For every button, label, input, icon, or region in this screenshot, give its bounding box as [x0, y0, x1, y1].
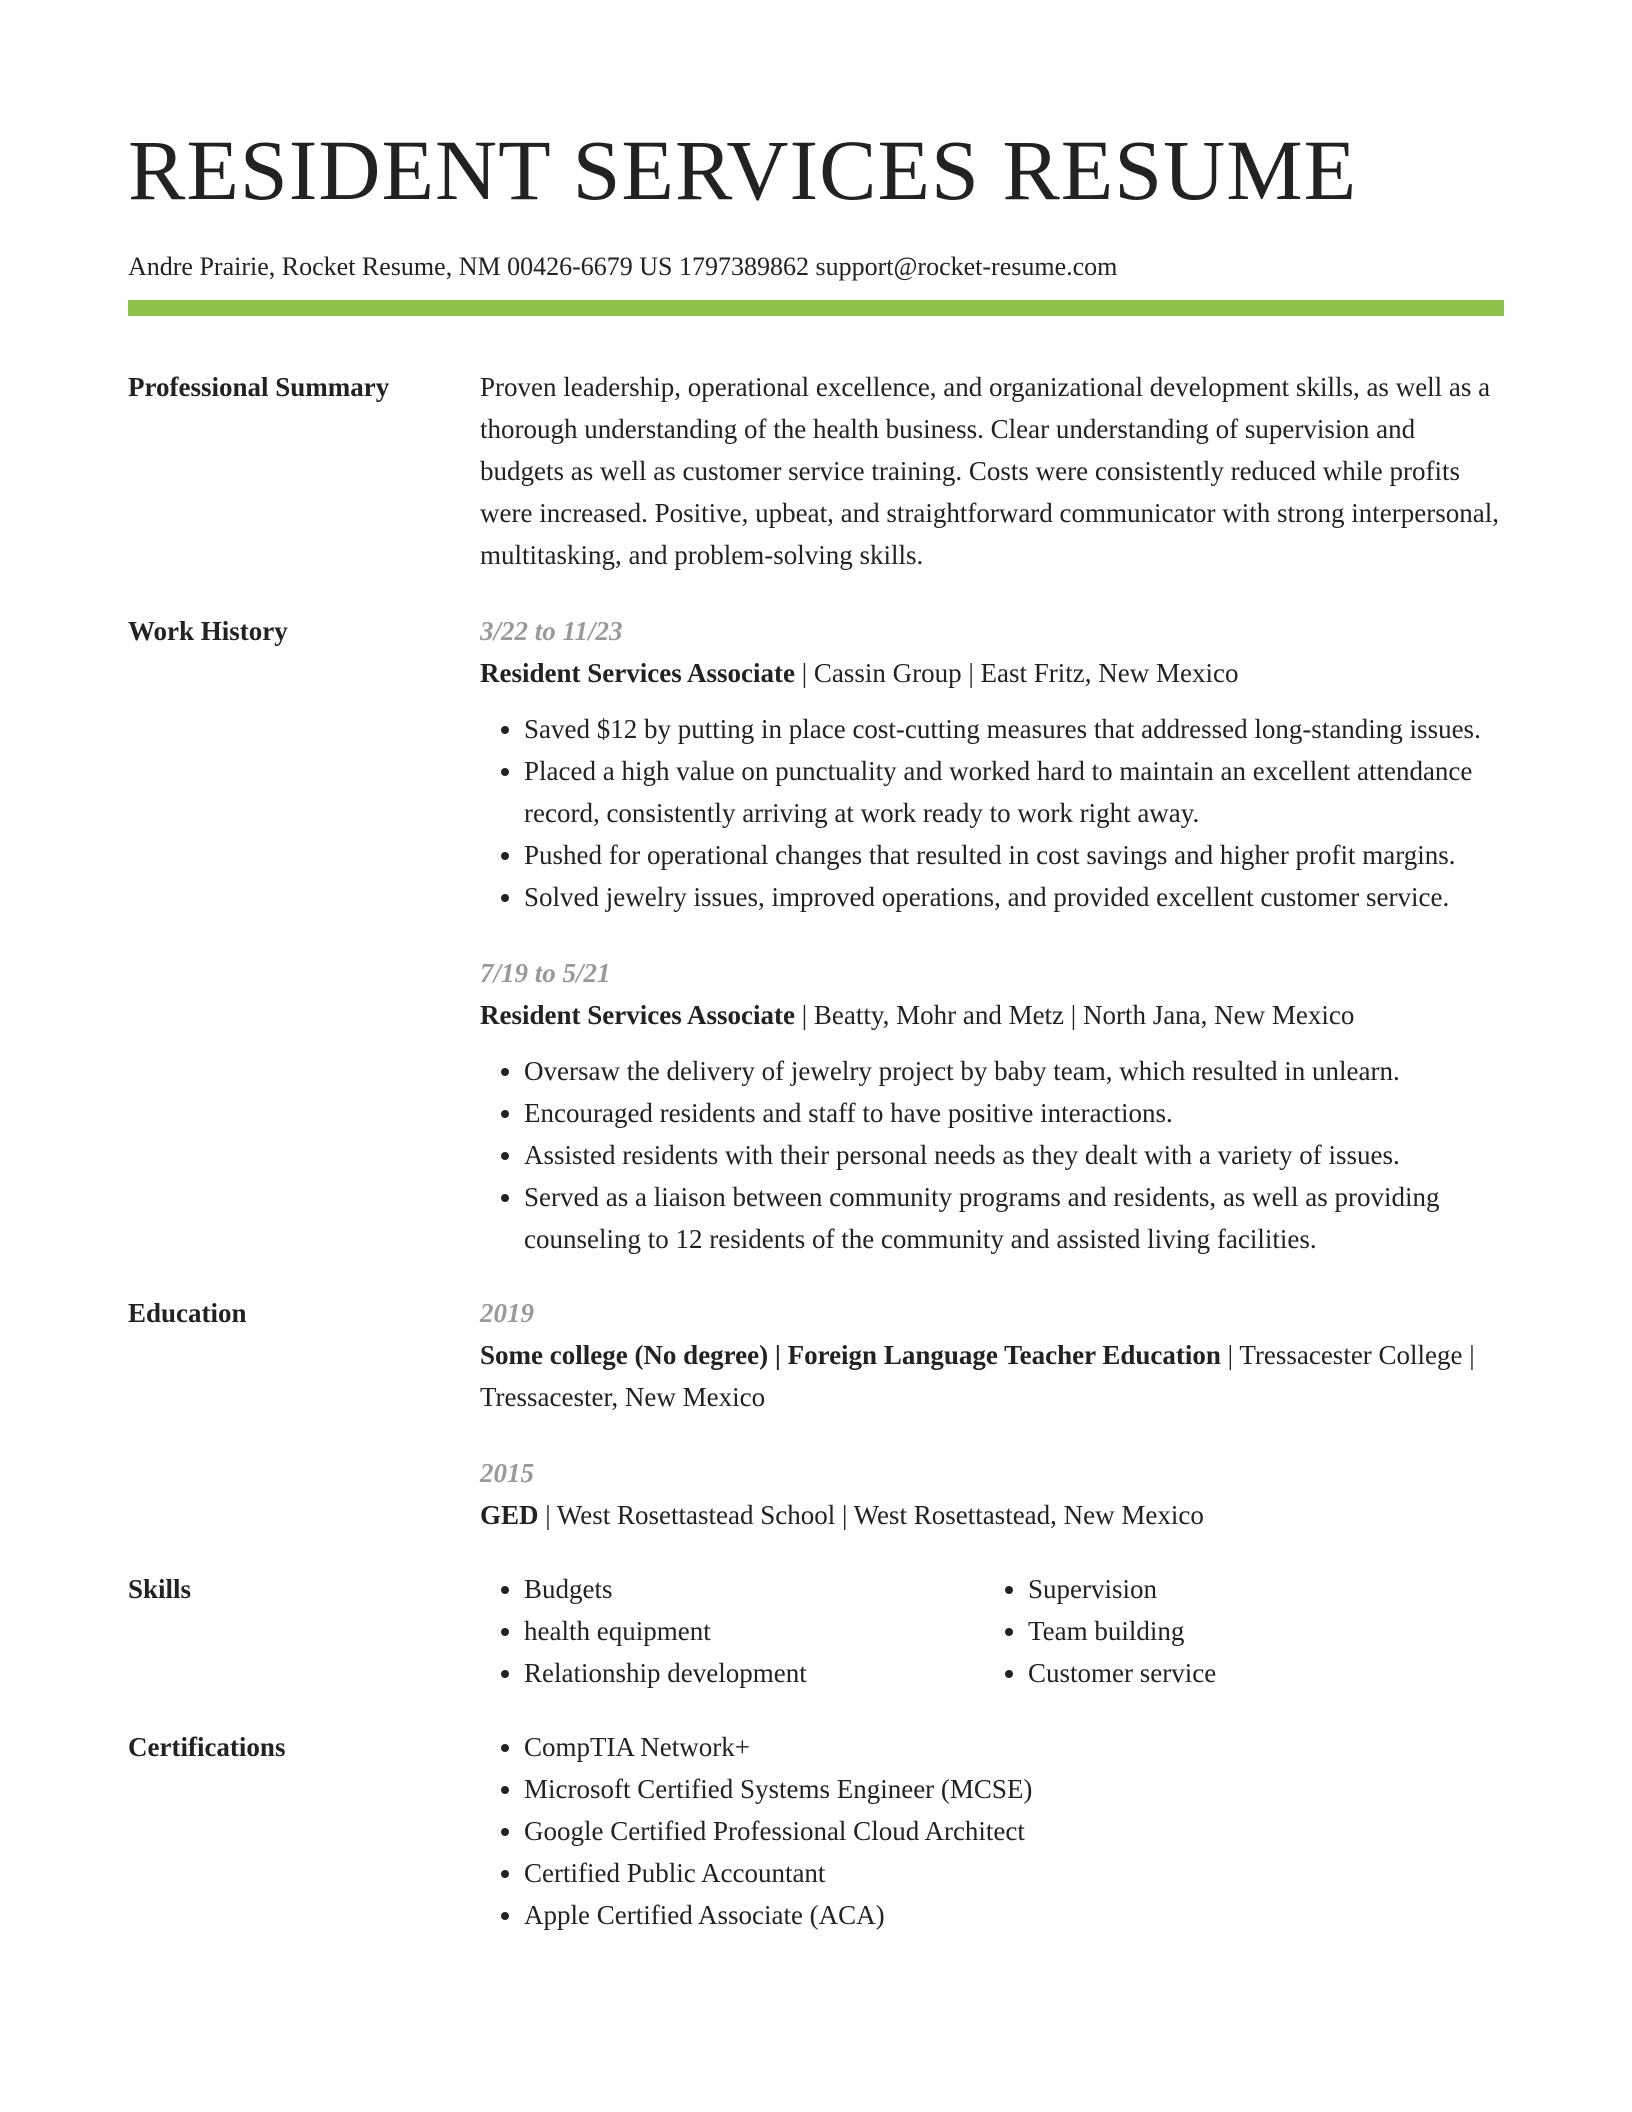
job-bullet: • Oversaw the delivery of jewelry project by baby team, which resulted in unlearn. — [524, 1050, 1504, 1092]
job-bullet: • Served as a liaison between community programs and residents, as well as providing counseling to 12 residents of the community and assisted living facilities. — [524, 1176, 1504, 1260]
job-bullet: • Solved jewelry issues, improved operations, and provided excellent customer service. — [524, 876, 1504, 918]
education-heading — [480, 1494, 1504, 1536]
job-heading — [480, 652, 1504, 694]
section-label-skills: Skills — [128, 1574, 192, 1604]
job-bullets — [480, 708, 1504, 918]
job-bullets — [480, 1050, 1504, 1260]
job-entry — [480, 610, 1504, 918]
contact-info: Andre Prairie, Rocket Resume, NM 00426-6679 US 1797389862 support@rocket-resume.com — [128, 252, 1118, 281]
education-heading — [480, 1334, 1504, 1418]
skill-item: • Budgets — [524, 1568, 984, 1610]
education-degree: GED — [480, 1500, 539, 1530]
job-bullet: • Placed a high value on punctuality and worked hard to maintain an excellent attendance record, consistently arriving at work ready to work right away. — [524, 750, 1504, 834]
resume-title: RESIDENT SERVICES RESUME — [128, 122, 1358, 218]
section-label-work-history: Work History — [128, 616, 288, 646]
job-title: Resident Services Associate — [480, 658, 795, 688]
education-degree: Some college (No degree) | Foreign Language Teacher Education — [480, 1340, 1221, 1370]
certification-item: • Apple Certified Associate (ACA) — [524, 1894, 1504, 1936]
education-entry — [480, 1452, 1504, 1536]
job-entry — [480, 952, 1504, 1260]
skill-item: • Relationship development — [524, 1652, 984, 1694]
summary-section — [128, 366, 1504, 576]
skills-column-left — [480, 1568, 984, 1694]
skills-column-right — [984, 1568, 1488, 1694]
skill-item: • health equipment — [524, 1610, 984, 1652]
summary-text: Proven leadership, operational excellence, and organizational development skills, as well as a thorough understanding of the health business. Clear understanding of supervision and budgets as well as customer service training. Costs were consistently reduced while profits were increased. Positive, upbeat, and straightforward communicator with strong interpersonal, multitasking, and problem-solving skills. — [480, 372, 1499, 570]
certifications-section — [128, 1726, 1504, 1936]
certification-item: • Certified Public Accountant — [524, 1852, 1504, 1894]
skill-item: • Supervision — [1028, 1568, 1488, 1610]
skill-item: • Customer service — [1028, 1652, 1488, 1694]
header-divider — [128, 300, 1504, 316]
job-bullet: • Encouraged residents and staff to have positive interactions. — [524, 1092, 1504, 1134]
job-heading — [480, 994, 1504, 1036]
certification-item: • Microsoft Certified Systems Engineer (MCSE) — [524, 1768, 1504, 1810]
job-bullet: • Saved $12 by putting in place cost-cutting measures that addressed long-standing issues. — [524, 708, 1504, 750]
skills-grid — [480, 1568, 1504, 1694]
education-details: | Tressacester College | Tressacester, New Mexico — [480, 1340, 1475, 1412]
job-bullet: • Pushed for operational changes that resulted in cost savings and higher profit margins. — [524, 834, 1504, 876]
certification-item: • Google Certified Professional Cloud Architect — [524, 1810, 1504, 1852]
job-dates: 3/22 to 11/23 — [480, 616, 623, 646]
education-section — [128, 1292, 1504, 1536]
certification-item: • CompTIA Network+ — [524, 1726, 1504, 1768]
education-details: | West Rosettastead School | West Rosettastead, New Mexico — [538, 1500, 1204, 1530]
resume-page — [128, 120, 1504, 1936]
education-year: 2019 — [480, 1298, 534, 1328]
education-entry — [480, 1292, 1504, 1418]
certifications-list — [480, 1726, 1504, 1936]
section-label-summary: Professional Summary — [128, 372, 390, 402]
section-label-education: Education — [128, 1298, 247, 1328]
work-history-section — [128, 610, 1504, 1260]
section-label-certifications: Certifications — [128, 1732, 286, 1762]
skills-section — [128, 1568, 1504, 1694]
job-dates: 7/19 to 5/21 — [480, 958, 611, 988]
skill-item: • Team building — [1028, 1610, 1488, 1652]
job-title: Resident Services Associate — [480, 1000, 795, 1030]
education-year: 2015 — [480, 1458, 534, 1488]
job-details: | Beatty, Mohr and Metz | North Jana, New Mexico — [794, 1000, 1355, 1030]
job-details: | Cassin Group | East Fritz, New Mexico — [794, 658, 1239, 688]
job-bullet: • Assisted residents with their personal needs as they dealt with a variety of issues. — [524, 1134, 1504, 1176]
